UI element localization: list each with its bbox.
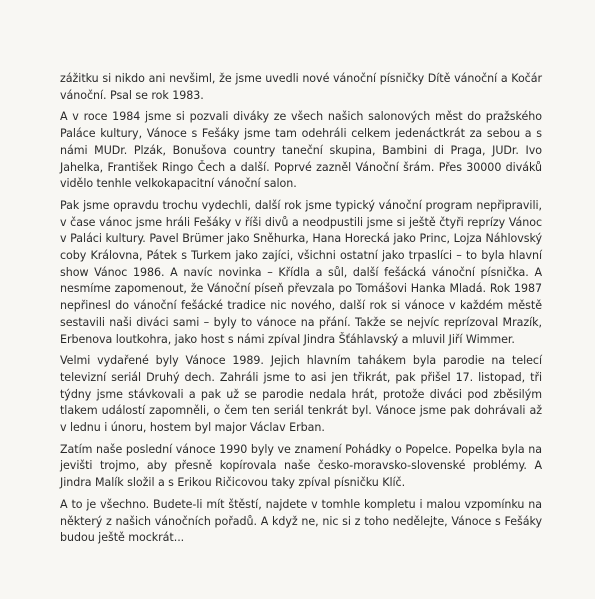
article-text [60, 71, 542, 547]
paragraph-5: Zatím naše poslední vánoce 1990 byly ve znamení Pohádky o Popelce. Popelka byla na jevišti trojmo, aby přesně kopírovala naše česko-moravsko-slovenské problémy. A Jindra Malík složil a s Erikou Ričicovou taky zpíval písničku Klíč. [60, 442, 542, 490]
paragraph-3: Pak jsme opravdu trochu vydechli, další rok jsme typický vánoční program nepřipravili, v čase vánoc jsme hráli Fešáky v říši divů a neodpustili jsme si ještě čtyři reprízy Vánoc v Paláci kultury. Pavel Brümer jako Sněhurka, Hana Horecká jako Princ, Lojza Náhlovský coby Královna, Pátek s Turkem jako zajíci, všichni ostatní jako trpaslíci – to byla hlavní show Vánoc 1986. A navíc novinka – Křídla a sůl, další fešácká vánoční písnička. A nesmíme zapomenout, že Vánoční píseň převzala po Tomášovi Hanka Mladá. Rok 1987 nepřinesl do vánoční fešácké tradice nic nového, další rok si vánoce v každém městě sestavili naši diváci sami – byly to vánoce na přání. Takže se nejvíc reprízoval Mrazík, Erbenova loutkohra, jako host s námi zpíval Jindra Šťáhlavský a mluvil Jiří Wimmer. [60, 198, 542, 346]
paragraph-1: zážitku si nikdo ani nevšiml, že jsme uvedli nové vánoční písničky Dítě vánoční a Kočár vánoční. Psal se rok 1983. [60, 72, 542, 102]
paragraph-2: A v roce 1984 jsme si pozvali diváky ze všech našich salonových měst do pražského Paláce kultury, Vánoce s Fešáky jsme tam odehráli celkem jedenáctkrát za sebou a s námi MUDr. Plzák, Bonušova country taneční skupina, Bambini di Praga, JUDr. Ivo Jahelka, František Ringo Čech a další. Poprvé zazněl Vánoční šrám. Přes 30000 diváků vidělo tenhle velkokapacitní vánoční salon. [60, 110, 542, 191]
paragraph-6: A to je všechno. Budete-li mít štěstí, najdete v tomhle kompletu i malou vzpomínku na některý z našich vánočních pořadů. A když ne, nic si z toho nedělejte, Vánoce s Fešáky budou ještě mockrát... [60, 497, 542, 545]
paragraph-4: Velmi vydařené byly Vánoce 1989. Jejich hlavním tahákem byla parodie na telecí televizní seriál Druhý dech. Zahráli jsme to asi jen třikrát, pak přišel 17. listopad, tři týdny jsme stávkovali a pak už se parodie nedala hrát, protože diváci pod zběsilým tlakem událostí zapomněli, o čem ten seriál tenkrát byl. Vánoce jsme pak dohrávali až v lednu i únoru, hostem byl major Václav Erban. [60, 354, 542, 435]
